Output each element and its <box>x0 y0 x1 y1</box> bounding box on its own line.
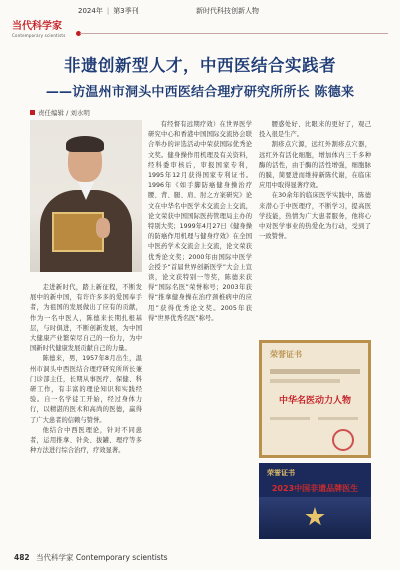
magazine-logo: 当代科学家 Contemporary scientists <box>12 21 66 38</box>
paragraph: 陈德来，男，1957年8月出生，温州市洞头中西医结合理疗研究所所长兼门诊部主任，长期从事医疗、保健、科研工作，有丰富的理论知识和实践经验。自一名学徒工开始，经过身体力行，以精湛的医术和高尚的医德，赢得了广大患者的信赖与赞誉。 <box>30 355 142 424</box>
editor-credit: 责任编辑 / 刘水明 <box>30 108 90 117</box>
portrait-hand <box>96 218 110 238</box>
paragraph: 他结合中西医理论，针对不同患者，运用推拿、针灸、拔罐、理疗等多种方法进行综合治疗，疗效显著。 <box>30 426 142 455</box>
red-seal-icon <box>332 429 354 451</box>
certificate-line <box>270 369 360 374</box>
portrait-photo <box>30 120 142 272</box>
certificate-line <box>318 417 358 420</box>
paragraph: 割疹点穴源，远红外割疹点穴器，远红外有活化细胞，增加体内三千多种酶的活性，由于酶的活性增强，细胞脉的膜，简要进而维持新陈代谢，在临床应用中取得显著疗效。 <box>259 141 371 190</box>
page-footer <box>14 552 168 563</box>
footer-title: 当代科学家 Contemporary scientists <box>36 553 168 562</box>
paragraph: 在30余年的临床医学实践中，陈德来潜心于中医理疗，不断学习，提高医学技能，热情为广大患者服务，他将心中对医学事业的热爱化为行动，受到了一致赞誉。 <box>259 192 371 241</box>
paragraph: 走进新时代，踏上新征程，不断发展中的新中国，有许许多多的爱国奉手者，为祖国的发展做出了应有的贡献，作为一名中医人，陈德来长期扎根基层，与时俱进，不断创新发展，为中国大健康产业繁荣尽自己的一份力，为中国新时代健康发展贡献自己的力量。 <box>30 284 142 353</box>
issue-info: 2024年 | 第3季刊 <box>78 7 139 15</box>
certificate-award-text: 中华名医动力人物 <box>278 396 351 406</box>
certificate-award-text: 2023中国非遗品牌医生 <box>271 484 359 493</box>
portrait-hair <box>66 136 104 152</box>
certificate-line <box>270 417 310 420</box>
page-header <box>0 0 400 40</box>
certificate-heading: 荣誉证书 <box>270 350 302 359</box>
certificate-photo-1 <box>259 340 371 458</box>
certificate-heading: 荣誉证书 <box>267 469 295 477</box>
header-rule <box>80 33 388 34</box>
section-title: 新时代科技创新人物 <box>196 7 259 15</box>
article-title: 非遗创新型人才，中西医结合实践者 <box>64 56 336 75</box>
article-column-2 <box>148 120 252 324</box>
paragraph: 腰惑处好、比眼来的更好了，观己投入很是生产。 <box>259 121 371 139</box>
certificate-line <box>270 379 340 383</box>
paragraph: 有经督有远期疗效）在世界医学研究中心和香港中国国际交流协会联合举办的评选活动中荣获国际优秀论文奖。健身操作用机理及有关资料，经科委审核后，审报国家专利，1995年12月获得国家专利证书。1996年《如手脚防癌健身操治疗腰、背、腿、肩、肘之方案研究》论文在中华名中医学术交流会上交流，论文荣获中国国际医药管理局主办的特别大奖；1999年4月27日《健身操的防癌作用机理与健身疗效》在全国中医药学术交流会上交流，论文荣获优秀论文奖；2000年由国际中医学会授予“首届世界创新医学”大会上宣读，论文获特别一等奖，陈德来获得“国际名医”荣誉称号；2003年获得“推拿健身操在治疗颈椎病中的应用”获得优秀论文奖。2005年获得“世界优秀名医”称号。 <box>148 121 252 322</box>
page-number: 482 <box>14 553 30 562</box>
article-column-3 <box>259 120 371 242</box>
article-column-1 <box>30 283 142 456</box>
article-subtitle: ——访温州市洞头中西医结合理疗研究所所长 陈德来 <box>45 85 355 100</box>
editor-marker <box>30 110 35 115</box>
certificate-photo-2 <box>259 463 371 539</box>
